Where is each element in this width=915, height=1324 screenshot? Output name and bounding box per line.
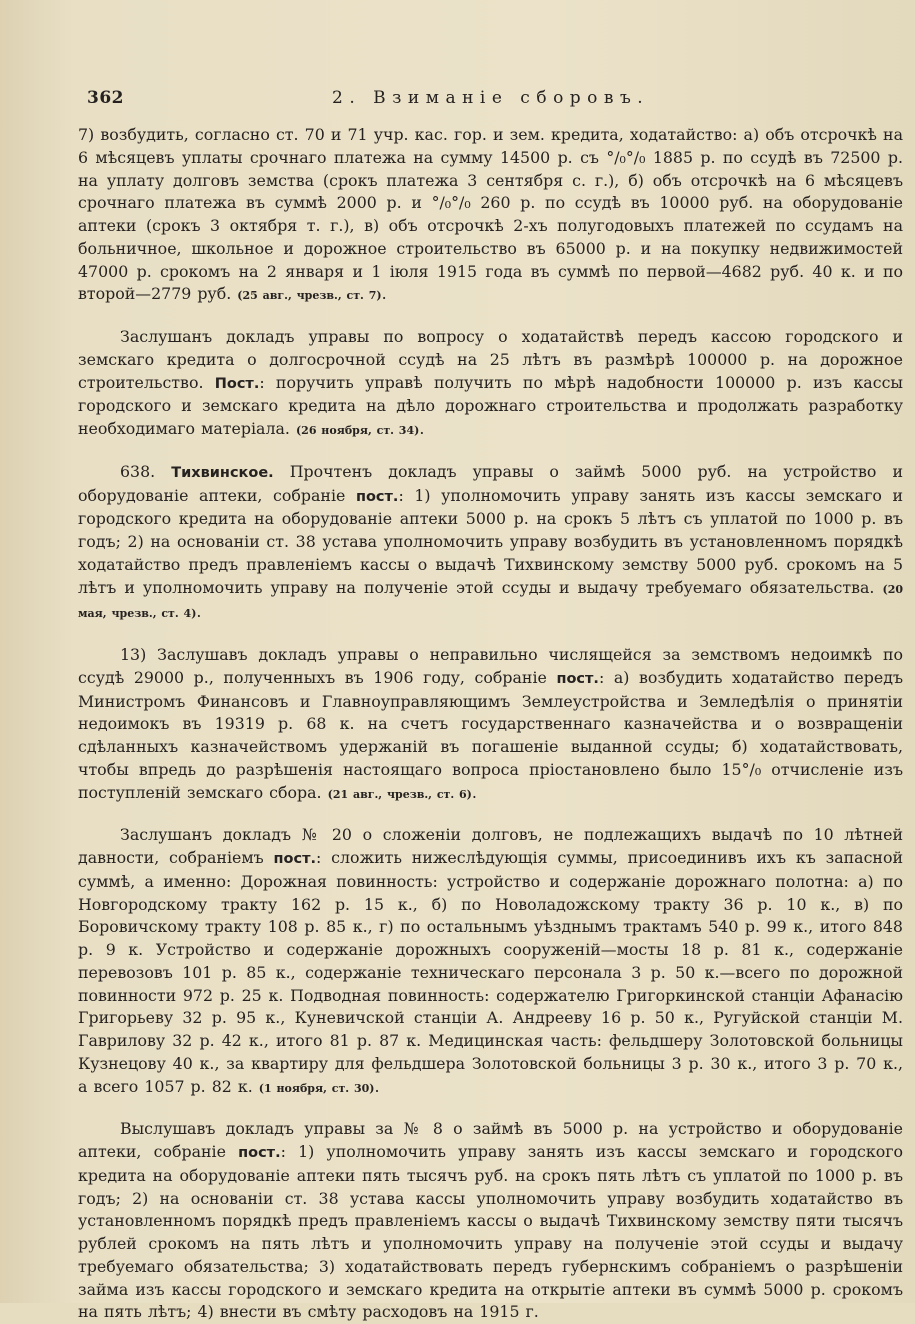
paragraph-text: : сложить нижеслѣдующія суммы, присоединивъ ихъ къ запасной суммѣ, а именно: Дорожная повинность: устройство и содержаніе дорожнаго полотна: а) по Новгородскому тракту 162 р. 15 к., б) по Новоладожскому тракту 36 р. 10 к., в) по Боровичскому тракту 108 р. 85 к., г) по остальнымъ уѣзднымъ трактамъ 540 р. 99 к., итого 848 р. 9 к. Устройство и содержаніе дорожныхъ сооруженій—мосты 18 р. 81 к., содержаніе перевозовъ 101 р. 85 к., содержаніе техническаго персонала 3 р. 50 к.—всего по дорожной повинности 972 р. 25 к. Подводная повинность: содержателю Григоркинской станціи Афанасію Григорьеву 32 р. 95 к., Куневичской станціи А. Андрееву 16 р. 50 к., Ругуйской станціи М. Гаврилову 32 р. 42 к., итого 81 р. 87 к. Медицинская часть: фельдшеру Золотовской больницы Кузнецову 40 к., за квартиру для фельдшера Золотовской больницы 3 р. 30 к., итого 3 р. 70 к., а всего 1057 р. 82 к. [78,848,903,1096]
emphasis: Тихвинское. [171,464,274,481]
page-header [78,84,903,114]
paragraph-text: : 1) уполномочить управу занять изъ кассы земскаго и городского кредита на оборудованіе аптеки 5000 р. на срокъ 5 лѣтъ съ уплатой по 1000 р. въ годъ; 2) на основаніи ст. 38 устава уполномочить управу возбудить въ установленномъ порядкѣ ходатайство предъ правленіемъ кассы о выдачѣ Тихвинскому земству 5000 руб. срокомъ на 5 лѣтъ и уполномочить управу на полученіе этой ссуды и выдачу требуемаго обязательства. [78,485,903,597]
emphasis: пост. [556,670,599,687]
page-number: 362 [87,88,124,108]
document-body [78,124,903,1324]
emphasis: пост. [355,488,399,505]
paragraph-text: . [381,284,387,304]
paragraph-text: : 1) уполномочить управу занять изъ кассы земскаго и городского кредита на оборудованіе аптеки пять тысячъ руб. на срокъ пять лѣтъ съ уплатой по 1000 р. въ годъ; 2) на основаніи ст. 38 устава кассы уполномочить управу возбудить ходатайство въ установленномъ порядкѣ предъ правленіемъ кассы о выдачѣ Тихвинскому земству пяти тысячъ рублей срокомъ на пять лѣтъ и уполномочить управу на полученіе этой ссуды и выдачу требуемаго обязательства; 3) ходатайствовать передъ губернскимъ собраніемъ о разрѣшеніи займа изъ кассы городского и земскаго кредита на открытіе аптеки въ суммѣ 5000 р. срокомъ на пять лѣтъ; 4) внести въ смѣту расходовъ на 1915 г. [78,1142,903,1322]
paragraph [78,326,903,443]
paragraph-text: Заслушанъ докладъ управы по вопросу о ходатайствѣ передъ кассою городского и земскаго кредита о долгосрочной ссудѣ на 25 лѣтъ въ размѣрѣ 100000 р. на дорожное строительство. [78,327,903,392]
paragraph-text: Прочтенъ докладъ управы о займѣ 5000 руб. на устройство и оборудованіе аптеки, собраніе [78,461,903,505]
paragraph-text: Выслушавъ докладъ управы за № 8 о займѣ въ 5000 р. на устройство и оборудованіе аптеки, собраніе [78,1119,903,1161]
emphasis: пост. [273,851,317,867]
citation: (1 ноября, ст. 30) [258,1081,375,1095]
paragraph-text: . [471,782,477,802]
emphasis: Пост. [214,375,260,392]
paragraph-text: . [419,419,425,438]
citation: (20 мая, чрезв., ст. 4) [78,582,903,621]
paragraph-text: : поручить управѣ получить по мѣрѣ надобности 100000 р. изъ кассы городского и земскаго кредита на дѣло дорожнаго строительства и продолжать разработку необходимаго матеріала. [78,372,903,438]
running-title: 2. Взиманіе сборовъ. [332,88,650,108]
citation: (26 ноября, ст. 34) [295,424,420,437]
emphasis: пост. [238,1145,281,1161]
paragraph-text: 13) Заслушавъ докладъ управы о неправильно числящейся за земствомъ недоимкѣ по ссудѣ 29000 р., полученныхъ въ 1906 году, собраніе [78,645,903,687]
citation: (25 авг., чрезв., ст. 7) [237,289,382,303]
paragraph-text: Заслушанъ докладъ № 20 о сложеніи долговъ, не подлежащихъ выдачѣ по 10 лѣтней давности, собраніемъ [78,825,903,867]
paragraph-text: . [196,602,202,622]
paragraph [78,461,903,626]
paragraph [78,124,903,308]
paragraph-text: : а) возбудить ходатайство передъ Министромъ Финансовъ и Главноуправляющимъ Землеустройства и Земледѣлія о принятіи недоимокъ въ 19319 р. 68 к. на счетъ государственнаго казначейства и о возвращеніи сдѣланныхъ казначействомъ удержаній въ погашеніе выданной ссуды; б) ходатайствовать, чтобы впредь до разрѣшенія настоящаго вопроса пріостановлено было 15°/₀ отчисленіе изъ поступленій земскаго сбора. [78,667,904,802]
paragraph-text: . [374,1076,380,1096]
paragraph [78,824,903,1100]
paragraph-text: 7) возбудить, согласно ст. 70 и 71 учр. кас. гор. и зем. кредита, ходатайство: а) объ отсрочкѣ на 6 мѣсяцевъ уплаты срочнаго платежа на сумму 14500 р. съ °/₀°/₀ 1885 р. по ссудѣ въ 72500 р. на уплату долговъ земства (срокъ платежа 3 сентября с. г.), б) объ отсрочкѣ на 6 мѣсяцевъ срочнаго платежа въ суммѣ 2000 р. и °/₀°/₀ 260 р. по ссудѣ въ 10000 руб. на оборудованіе аптеки (срокъ 3 октября т. г.), в) объ отсрочкѣ 2-хъ полугодовыхъ платежей по ссудамъ на больничное, школьное и дорожное строительство въ 65000 р. и на покупку недвижимостей 47000 р. срокомъ на 2 января и 1 іюля 1915 года въ суммѣ по первой—4682 руб. 40 к. и по второй—2779 руб. [78,125,903,304]
citation: (21 авг., чрезв., ст. 6) [327,787,472,801]
paragraph [78,1118,903,1324]
paragraph [78,644,903,806]
paragraph-text: 638. [120,461,172,481]
